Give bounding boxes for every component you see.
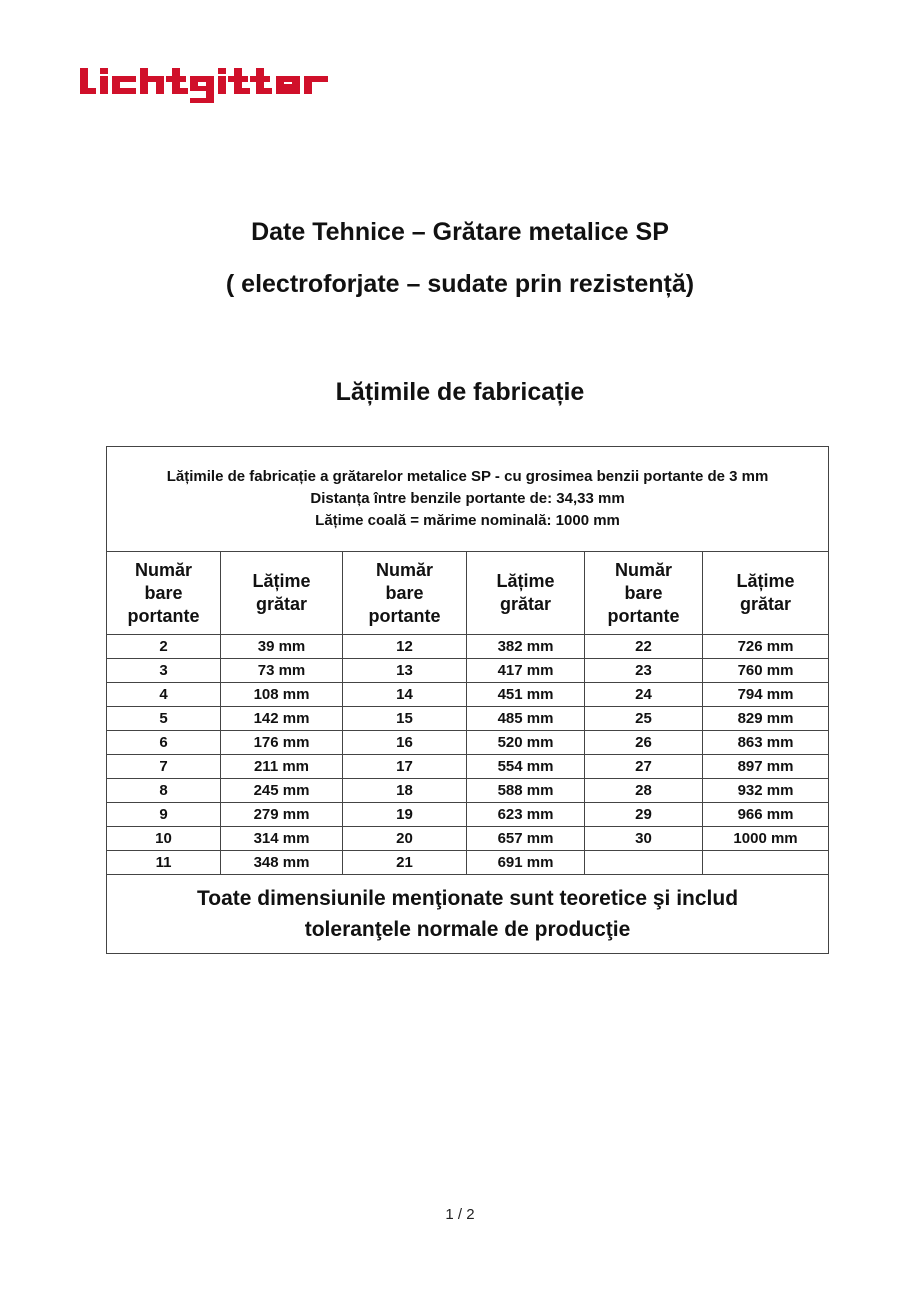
column-header-count (585, 552, 703, 635)
cell-bar-count: 2 (107, 635, 221, 659)
cell-bar-count: 3 (107, 659, 221, 683)
cell-bar-count: 9 (107, 803, 221, 827)
cell-grating-width: 279 mm (221, 803, 343, 827)
lichtgitter-logo (80, 60, 330, 104)
cell-bar-count: 30 (585, 827, 703, 851)
header-word: grătar (740, 594, 792, 614)
table-row (107, 779, 829, 803)
cell-bar-count: 15 (343, 707, 467, 731)
cell-bar-count: 29 (585, 803, 703, 827)
cell-bar-count: 23 (585, 659, 703, 683)
cell-grating-width: 932 mm (703, 779, 829, 803)
cell-grating-width (703, 851, 829, 875)
table-row (107, 731, 829, 755)
cell-grating-width: 897 mm (703, 755, 829, 779)
table-row (107, 755, 829, 779)
widths-table (106, 446, 829, 954)
header-word: grătar (499, 594, 552, 614)
header-word: Număr (614, 559, 672, 580)
cell-grating-width: 1000 mm (703, 827, 829, 851)
cell-bar-count: 27 (585, 755, 703, 779)
cell-bar-count: 6 (107, 731, 221, 755)
cell-grating-width: 863 mm (703, 731, 829, 755)
column-header-width (703, 552, 829, 635)
cell-bar-count: 20 (343, 827, 467, 851)
cell-grating-width: 176 mm (221, 731, 343, 755)
table-footnote (107, 875, 829, 954)
cell-grating-width: 142 mm (221, 707, 343, 731)
caption-line: Lățime coală = mărime nominală: 1000 mm (315, 512, 620, 529)
cell-grating-width: 314 mm (221, 827, 343, 851)
footnote-line: Toate dimensiunile menţionate sunt teoretice şi includ (197, 887, 739, 910)
cell-grating-width: 691 mm (467, 851, 585, 875)
header-word: bare (144, 582, 183, 603)
cell-bar-count: 18 (343, 779, 467, 803)
column-header-count (107, 552, 221, 635)
caption-line: Distanța între benzile portante de: 34,33 mm (310, 490, 625, 507)
footnote-line: toleranţele normale de producţie (304, 918, 631, 941)
cell-grating-width: 485 mm (467, 707, 585, 731)
table-row (107, 827, 829, 851)
cell-bar-count: 8 (107, 779, 221, 803)
cell-grating-width: 554 mm (467, 755, 585, 779)
header-word: portante (607, 605, 680, 626)
cell-bar-count: 14 (343, 683, 467, 707)
column-header-width (467, 552, 585, 635)
cell-bar-count: 11 (107, 851, 221, 875)
cell-grating-width: 829 mm (703, 707, 829, 731)
cell-grating-width: 726 mm (703, 635, 829, 659)
cell-grating-width: 348 mm (221, 851, 343, 875)
cell-grating-width: 657 mm (467, 827, 585, 851)
table-row (107, 803, 829, 827)
section-title: Lățimile de fabricație (335, 378, 585, 406)
cell-grating-width: 73 mm (221, 659, 343, 683)
cell-grating-width: 39 mm (221, 635, 343, 659)
cell-grating-width: 588 mm (467, 779, 585, 803)
cell-bar-count: 16 (343, 731, 467, 755)
header-word: Număr (375, 559, 433, 580)
header-word: Lățime (736, 571, 795, 591)
cell-bar-count: 10 (107, 827, 221, 851)
page-number: 1 / 2 (445, 1206, 475, 1223)
table-row (107, 707, 829, 731)
cell-grating-width: 966 mm (703, 803, 829, 827)
header-word: portante (368, 605, 441, 626)
cell-bar-count (585, 851, 703, 875)
cell-grating-width: 520 mm (467, 731, 585, 755)
table-row (107, 659, 829, 683)
cell-bar-count: 17 (343, 755, 467, 779)
table-row (107, 851, 829, 875)
cell-bar-count: 5 (107, 707, 221, 731)
column-header-count (343, 552, 467, 635)
cell-bar-count: 12 (343, 635, 467, 659)
header-word: bare (385, 582, 424, 603)
cell-bar-count: 19 (343, 803, 467, 827)
table-header-row (107, 552, 829, 635)
header-word: Lățime (252, 571, 311, 591)
cell-bar-count: 28 (585, 779, 703, 803)
cell-bar-count: 4 (107, 683, 221, 707)
cell-grating-width: 794 mm (703, 683, 829, 707)
cell-bar-count: 7 (107, 755, 221, 779)
cell-grating-width: 623 mm (467, 803, 585, 827)
cell-grating-width: 451 mm (467, 683, 585, 707)
header-word: Număr (134, 559, 192, 580)
cell-bar-count: 26 (585, 731, 703, 755)
cell-grating-width: 382 mm (467, 635, 585, 659)
header-word: bare (624, 582, 663, 603)
page-title: Date Tehnice – Grătare metalice SP (251, 218, 669, 246)
cell-bar-count: 25 (585, 707, 703, 731)
table-row (107, 683, 829, 707)
table-caption (107, 447, 829, 552)
cell-bar-count: 22 (585, 635, 703, 659)
cell-bar-count: 24 (585, 683, 703, 707)
cell-bar-count: 13 (343, 659, 467, 683)
caption-line: Lățimile de fabricație a grătarelor metalice SP - cu grosimea benzii portante de 3 mm (166, 468, 769, 485)
cell-grating-width: 245 mm (221, 779, 343, 803)
header-word: portante (127, 605, 200, 626)
cell-grating-width: 417 mm (467, 659, 585, 683)
page-subtitle: ( electroforjate – sudate prin rezistență) (225, 270, 695, 298)
header-word: grătar (255, 594, 308, 614)
cell-grating-width: 108 mm (221, 683, 343, 707)
header-word: Lățime (496, 571, 555, 591)
cell-grating-width: 760 mm (703, 659, 829, 683)
cell-bar-count: 21 (343, 851, 467, 875)
table-row (107, 635, 829, 659)
cell-grating-width: 211 mm (221, 755, 343, 779)
column-header-width (221, 552, 343, 635)
